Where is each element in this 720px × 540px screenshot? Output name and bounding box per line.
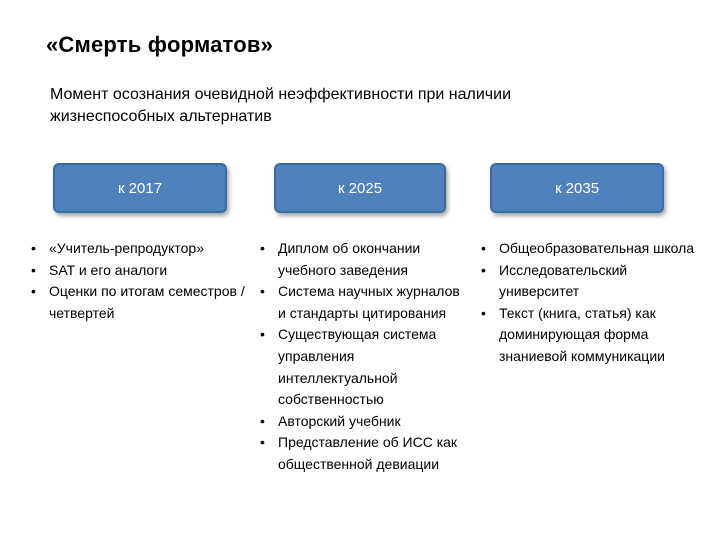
bullet-icon: • xyxy=(260,240,265,256)
list-item: • Система научных журналов и стандарты цитирования xyxy=(260,283,460,321)
list-item: • Существующая система управления интеллектуальной собственностью xyxy=(260,326,437,408)
period-box-2035 xyxy=(490,163,664,213)
list-item: • Текст (книга, статья) как доминирующая форма знаниевой коммуникации xyxy=(481,304,665,364)
period-label: к 2025 xyxy=(337,179,383,197)
list-item: • Диплом об окончании учебного заведения xyxy=(260,240,421,278)
period-box-2017 xyxy=(53,163,227,213)
list-item: • Авторский учебник xyxy=(260,411,465,433)
list-item: • Исследовательский университет xyxy=(481,261,628,300)
list-item: • Оценки по итогам семестров / четвертей xyxy=(31,283,245,321)
bullet-icon: • xyxy=(31,283,36,300)
period-label: к 2035 xyxy=(554,179,600,197)
list-item: • Общеобразовательная школа xyxy=(481,238,696,260)
bullet-icon: • xyxy=(260,326,265,343)
bullet-icon: • xyxy=(31,240,36,256)
slide-title: «Смерть форматов» xyxy=(46,32,274,57)
bullet-icon: • xyxy=(31,261,36,278)
list-item: • Представление об ИСС как общественной девиации xyxy=(260,434,458,472)
period-box-2025 xyxy=(274,163,446,213)
bullet-icon: • xyxy=(260,434,265,451)
slide-subtitle: Момент осознания очевидной неэффективности при наличии жизнеспособных альтернатив xyxy=(50,86,512,125)
bullet-icon: • xyxy=(260,283,265,300)
list-item: • «Учитель-репродуктор» xyxy=(31,238,246,260)
bullet-icon: • xyxy=(260,412,265,429)
list-2035 xyxy=(481,238,696,368)
list-2025 xyxy=(260,238,465,476)
bullet-icon: • xyxy=(481,304,486,321)
list-2017 xyxy=(31,238,246,324)
bullet-icon: • xyxy=(481,261,486,278)
list-item: • SAT и его аналоги xyxy=(31,260,246,282)
period-label: к 2017 xyxy=(117,179,163,197)
bullet-icon: • xyxy=(481,240,486,256)
